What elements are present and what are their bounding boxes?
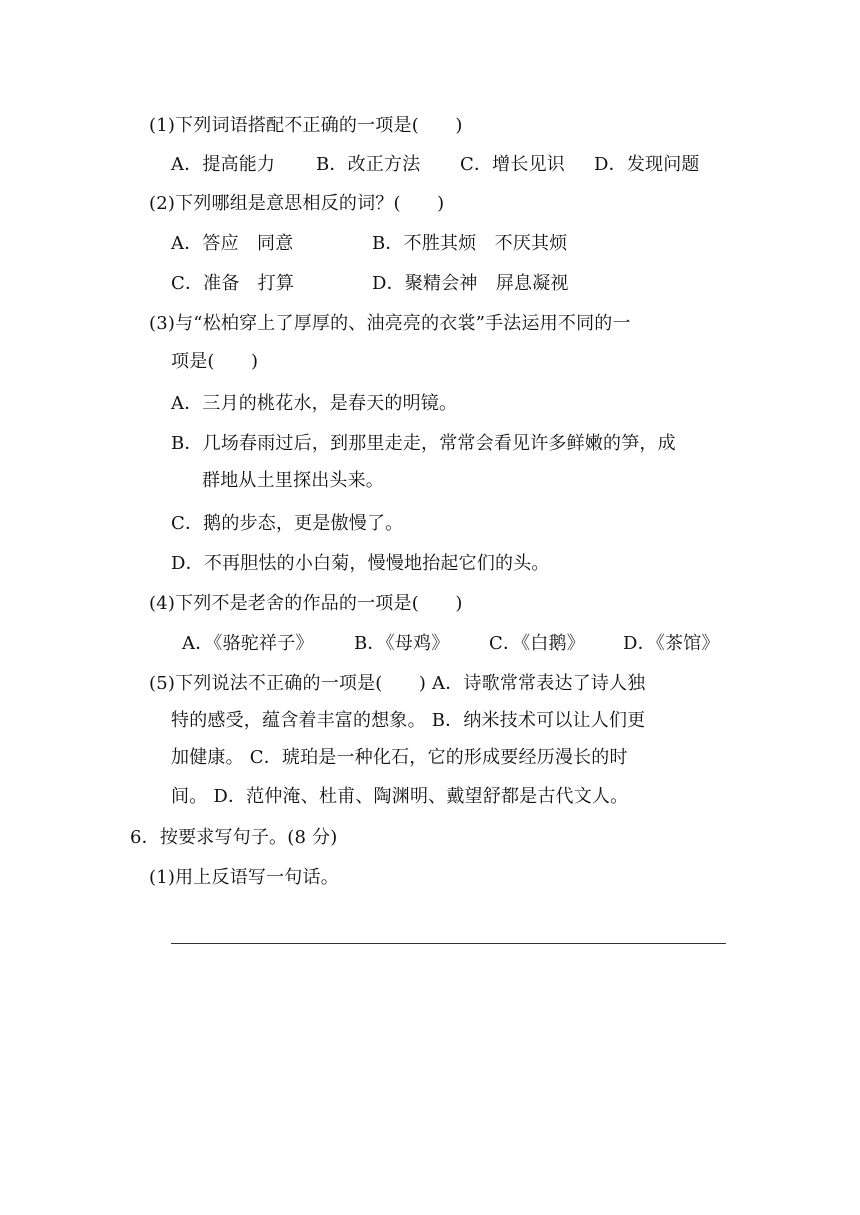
- q1-option-d: D．发现问题: [594, 154, 700, 175]
- q6-sub1: (1)用上反语写一句话。: [149, 867, 339, 888]
- q1-stem: (1)下列词语搭配不正确的一项是( ): [149, 115, 463, 136]
- q2-option-a: A．答应 同意: [171, 233, 294, 254]
- q2-option-b: B．不胜其烦 不厌其烦: [372, 233, 568, 254]
- q2-option-d: D．聚精会神 屏息凝视: [372, 273, 569, 294]
- q1-option-b: B．改正方法: [316, 154, 421, 175]
- q1-option-c: C．增长见识: [460, 154, 565, 175]
- q4-option-b: B．《母鸡》: [354, 633, 450, 654]
- q4-option-c: C．《白鹅》: [489, 633, 585, 654]
- q6-title: 6．按要求写句子。(8 分): [130, 827, 338, 848]
- q5-line3: 加健康。 C．琥珀是一种化石，它的形成要经历漫长的时: [171, 747, 628, 768]
- q1-option-a: A．提高能力: [171, 154, 276, 175]
- q4-option-d: D．《茶馆》: [623, 633, 720, 654]
- q3-option-d: D．不再胆怯的小白菊，慢慢地抬起它们的头。: [171, 553, 550, 574]
- q5-line1: (5)下列说法不正确的一项是( ) A．诗歌常常表达了诗人独: [149, 673, 646, 694]
- q3-option-a: A．三月的桃花水，是春天的明镜。: [171, 393, 458, 414]
- q3-option-b-line2: 群地从土里探出头来。: [202, 470, 384, 491]
- q4-option-a: A．《骆驼祥子》: [182, 633, 314, 654]
- q3-option-c: C．鹅的步态，更是傲慢了。: [171, 513, 404, 534]
- q3-option-b-line1: B．几场春雨过后，到那里走走，常常会看见许多鲜嫩的笋，成: [171, 433, 676, 454]
- q4-stem: (4)下列不是老舍的作品的一项是( ): [149, 593, 463, 614]
- answer-line[interactable]: [171, 943, 726, 944]
- q2-option-c: C．准备 打算: [171, 273, 295, 294]
- q5-line4: 间。 D．范仲淹、杜甫、陶渊明、戴望舒都是古代文人。: [171, 786, 629, 807]
- q3-stem-line2: 项是( ): [171, 351, 259, 372]
- q2-stem: (2)下列哪组是意思相反的词？( ): [149, 193, 445, 214]
- q3-stem-line1: (3)与“松柏穿上了厚厚的、油亮亮的衣裳”手法运用不同的一: [149, 313, 631, 334]
- q5-line2: 特的感受，蕴含着丰富的想象。 B．纳米技术可以让人们更: [171, 710, 646, 731]
